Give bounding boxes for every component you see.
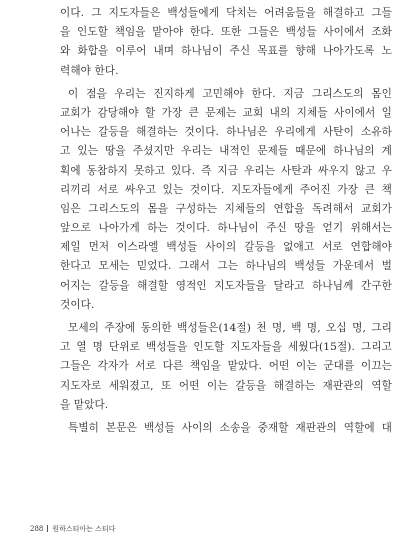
footer-divider	[47, 525, 48, 532]
text-line: 이 점을 우리는 진지하게 고민해야 한다. 지금 그리스도의 몸인	[68, 87, 392, 100]
running-title: 원하스티아는 스티다	[52, 525, 116, 533]
text-line: 리끼리 서로 싸우고 있는 것이다. 지도자들에게 주어진 가장 큰 책	[60, 183, 392, 196]
text-line: 을 맡았다.	[60, 398, 109, 411]
text-line: 한다고 모세는 믿었다. 그래서 그는 하나님의 백성들 가운데서 벌	[60, 260, 392, 273]
text-line: 고 열 명 단위로 백성들을 인도할 지도자들을 세웠다(15절). 그리고	[60, 341, 392, 354]
page-number: 288	[30, 525, 44, 533]
text-line: 모세의 주장에 동의한 백성들은(14절) 천 명, 백 명, 오십 명, 그리	[68, 322, 392, 334]
text-line: 특별히 본문은 백성들 사이의 소송을 중재할 재판관의 역할에 대	[68, 421, 392, 434]
text-line: 을 인도할 책임을 맡아야 한다. 또한 그들은 백성들 사이에서 조화	[60, 26, 392, 39]
page-footer	[30, 524, 115, 534]
body-text	[60, 4, 392, 438]
text-line: 어지는 갈등을 해결할 영적인 지도자들을 달라고 하나님께 간구한	[60, 279, 392, 292]
text-line: 와 화합을 이루어 내며 하나님이 주신 목표를 향해 나아가도록 노	[60, 45, 392, 58]
text-line: 획에 동참하지 못하고 있다. 즉 지금 우리는 사탄과 싸우지 않고 우	[60, 164, 392, 177]
text-line: 것이다.	[60, 298, 95, 311]
text-line: 앞으로 나아가게 하는 것이다. 하나님이 주신 땅을 얻기 위해서는	[60, 222, 392, 235]
text-line: 임은 그리스도의 몸을 구성하는 지체들의 연합을 독려해서 교회가	[60, 202, 392, 215]
text-line: 력해야 한다.	[60, 64, 119, 77]
text-line: 그들은 각자가 서로 다른 책임을 맡았다. 어떤 이는 군대를 이끄는	[60, 360, 392, 373]
paragraph-4	[60, 419, 392, 438]
text-line: 이다. 그 지도자들은 백성들에게 닥치는 어려움들을 해결하고 그들	[60, 7, 392, 19]
text-line: 고 있는 땅을 주셨지만 우리는 내적인 문제들 때문에 하나님의 계	[60, 145, 392, 158]
paragraph-1	[60, 4, 392, 81]
paragraph-2	[60, 85, 392, 315]
text-line: 교회가 감당해야 할 가장 큰 문제는 교회 내의 지체들 사이에서 일	[60, 106, 392, 119]
text-line: 제일 먼저 이스라엘 백성들 사이의 갈등을 없애고 서로 연합해야	[60, 241, 392, 254]
paragraph-3	[60, 319, 392, 415]
text-line: 어나는 갈등을 해결하는 것이다. 하나님은 우리에게 사탄이 소유하	[60, 126, 392, 139]
text-line: 지도자로 세워졌고, 또 어떤 이는 갈등을 해결하는 재판관의 역할	[60, 379, 392, 392]
